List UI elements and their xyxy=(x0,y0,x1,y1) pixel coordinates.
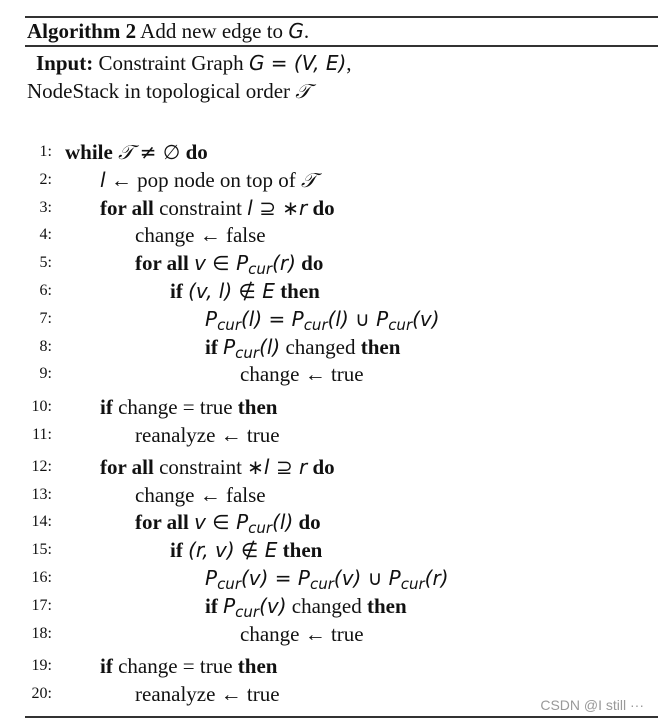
caption-rule xyxy=(25,45,658,47)
math: (r) xyxy=(272,251,296,276)
text: change ← false xyxy=(135,223,266,248)
algorithm-line xyxy=(135,681,280,707)
math: P xyxy=(205,306,218,331)
math: (r) xyxy=(424,566,449,590)
algorithm-line xyxy=(100,195,335,221)
keyword: do xyxy=(295,251,324,276)
math: ∗l ⊇ r xyxy=(247,454,308,479)
keyword: for all xyxy=(100,195,154,220)
keyword: do xyxy=(307,195,335,220)
keyword: if xyxy=(205,593,224,618)
math: v ∈ P xyxy=(194,251,249,276)
math: cur xyxy=(309,575,334,593)
text: reanalyze ← true xyxy=(135,682,280,707)
bottom-rule xyxy=(25,716,658,718)
math: cur xyxy=(388,315,413,334)
algorithm-line xyxy=(240,361,364,387)
line-number: 6: xyxy=(39,282,52,299)
math: cur xyxy=(303,315,328,334)
keyword: if xyxy=(170,538,189,563)
input-text-2: NodeStack in topological order xyxy=(27,79,296,103)
line-number: 3: xyxy=(39,198,52,216)
keyword: if xyxy=(170,279,189,303)
text: constraint xyxy=(153,195,248,220)
input-comma: , xyxy=(346,51,352,75)
text: constraint xyxy=(153,454,248,479)
text: change ← true xyxy=(240,362,364,387)
math: 𝒯 xyxy=(300,167,317,192)
line-number: 1: xyxy=(39,143,52,160)
algorithm-line xyxy=(135,422,280,448)
math: (l) ∪ P xyxy=(327,306,389,331)
math: 𝒯 ≠ ∅ xyxy=(118,140,181,164)
line-number: 18: xyxy=(31,624,52,642)
watermark: CSDN @I still ··· xyxy=(540,697,644,713)
input-line xyxy=(36,50,352,76)
line-number: 19: xyxy=(31,657,52,675)
text: ← pop node on top of xyxy=(105,167,301,192)
math: cur xyxy=(248,260,273,279)
keyword: for all xyxy=(100,454,154,479)
line-number: 20: xyxy=(31,685,52,703)
line-number: 10: xyxy=(31,398,52,416)
keyword: for all xyxy=(135,510,195,535)
input-text: Constraint Graph xyxy=(93,51,249,75)
keyword: do xyxy=(307,454,335,479)
input-math: G = (V, E) xyxy=(248,51,347,75)
text: change = true xyxy=(112,654,238,679)
line-number: 4: xyxy=(39,226,52,244)
keyword: if xyxy=(205,334,224,359)
keyword: then xyxy=(366,593,407,618)
keyword: if xyxy=(100,395,113,420)
caption-graph: G xyxy=(288,19,304,43)
algorithm-caption xyxy=(27,18,309,44)
caption-end: . xyxy=(303,19,310,43)
text: changed xyxy=(286,593,367,618)
text: change ← false xyxy=(135,482,266,507)
line-number: 14: xyxy=(31,513,52,531)
math: (v) xyxy=(259,593,287,618)
line-number: 15: xyxy=(31,541,52,559)
line-number: 5: xyxy=(39,254,52,272)
keyword: then xyxy=(274,279,320,303)
math: l xyxy=(100,167,106,192)
line-number: 11: xyxy=(32,426,52,443)
math: P xyxy=(205,566,218,590)
math: (l) xyxy=(259,334,281,359)
text: change ← true xyxy=(240,621,364,646)
math: (v) ∪ P xyxy=(333,566,401,590)
input-label: Input: xyxy=(36,51,94,75)
math: (v, l) ∉ E xyxy=(188,279,275,303)
math: cur xyxy=(248,519,273,538)
keyword: if xyxy=(100,654,113,679)
algorithm-line xyxy=(170,537,322,563)
algorithm-line xyxy=(135,482,266,508)
math: (v) = P xyxy=(240,566,310,590)
text: changed xyxy=(280,334,361,359)
algorithm-line xyxy=(65,139,208,165)
line-number: 16: xyxy=(31,569,52,586)
math: cur xyxy=(235,343,260,362)
input-stack: 𝒯 xyxy=(295,79,311,103)
input-line-2 xyxy=(27,78,311,104)
keyword: do xyxy=(180,140,208,164)
line-number: 12: xyxy=(31,457,52,475)
line-number: 8: xyxy=(39,337,52,355)
keyword: for all xyxy=(135,251,195,276)
math: P xyxy=(223,593,236,618)
caption-label: Algorithm 2 xyxy=(27,19,137,43)
math: cur xyxy=(217,315,241,334)
algorithm-line xyxy=(100,653,277,679)
keyword: then xyxy=(237,395,278,420)
algorithm-line xyxy=(100,167,316,193)
line-number: 7: xyxy=(39,309,52,327)
keyword: while xyxy=(65,140,119,164)
math: cur xyxy=(217,575,241,593)
math: l ⊇ ∗r xyxy=(247,195,308,220)
text: change = true xyxy=(112,395,238,420)
keyword: then xyxy=(237,654,278,679)
algorithm-line xyxy=(240,621,364,647)
line-number: 9: xyxy=(39,365,52,383)
math: cur xyxy=(400,575,425,593)
math: (l) = P xyxy=(240,306,304,331)
math: (l) xyxy=(272,510,294,535)
math: P xyxy=(223,334,236,359)
algorithm-line xyxy=(100,394,277,420)
keyword: do xyxy=(293,510,321,535)
text: reanalyze ← true xyxy=(135,423,280,447)
keyword: then xyxy=(360,334,401,359)
algorithm-line xyxy=(100,454,335,480)
line-number: 2: xyxy=(39,170,52,188)
algorithm-line xyxy=(135,222,266,248)
line-number: 13: xyxy=(31,485,52,503)
line-number: 17: xyxy=(31,596,52,614)
math: (v) xyxy=(412,306,440,331)
math: v ∈ P xyxy=(194,510,249,535)
algorithm-line xyxy=(170,278,320,304)
math: (r, v) ∉ E xyxy=(188,538,278,563)
keyword: then xyxy=(277,538,323,563)
math: cur xyxy=(235,602,260,621)
caption-text: Add new edge to xyxy=(136,19,289,43)
